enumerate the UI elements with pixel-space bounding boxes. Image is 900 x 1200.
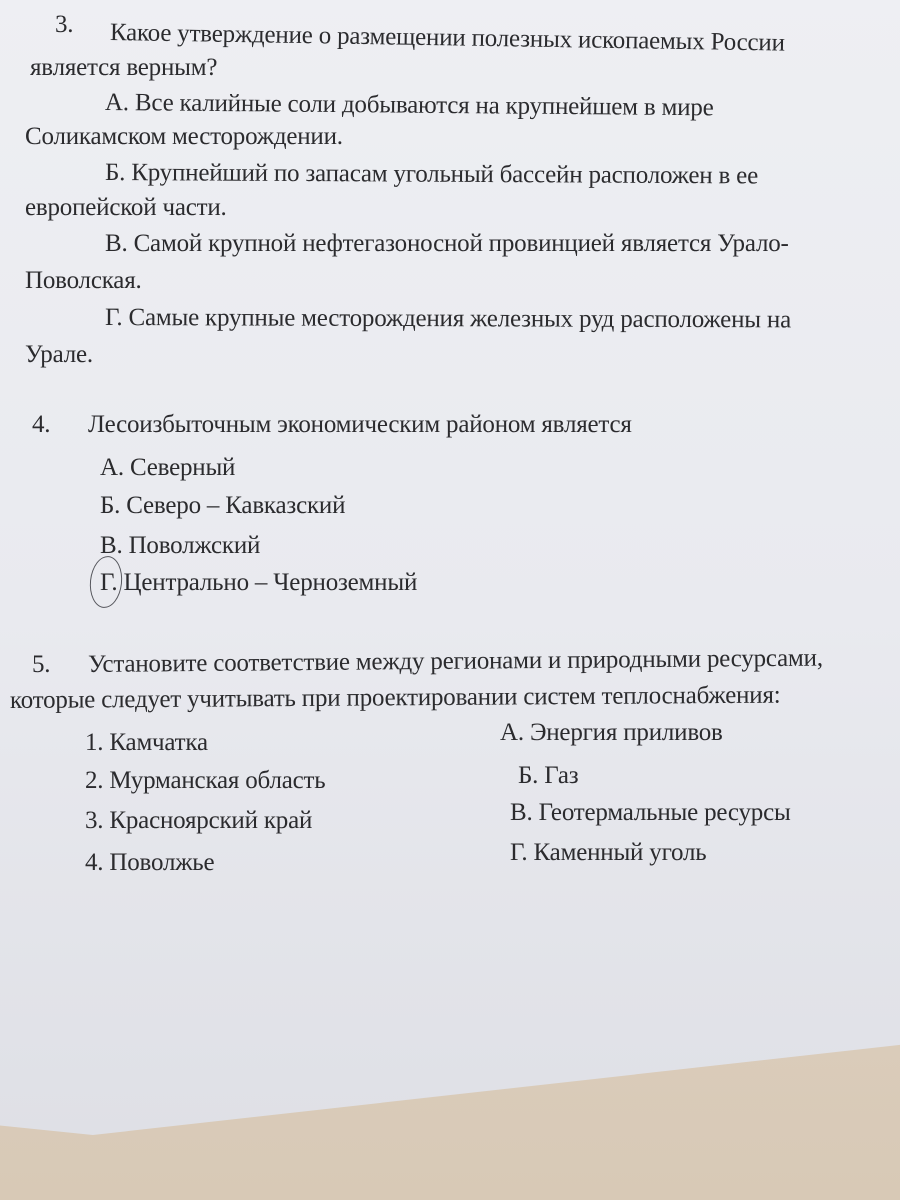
question-3-option-d-line1: Г. Самые крупные месторождения железных руд расположены на — [104, 304, 792, 334]
question-4-option-d: Г. Центрально – Черноземный — [100, 569, 418, 596]
question-4-text: Лесоизбыточным экономическим районом является — [88, 411, 632, 438]
question-5-resource-b: Б. Газ — [518, 762, 579, 789]
question-3-option-b-line2: европейской части. — [25, 194, 227, 221]
question-5-region-1: 1. Камчатка — [85, 729, 208, 756]
question-4-option-a: А. Северный — [100, 454, 236, 481]
question-4-option-b: Б. Северо – Кавказский — [100, 492, 346, 519]
question-5-text-line1: Установите соответствие между регионами и природными ресурсами, — [87, 644, 823, 678]
question-4-number: 4. — [32, 411, 51, 438]
question-5-region-4: 4. Поволжье — [85, 849, 215, 876]
question-3-text-line2: является верным? — [30, 54, 218, 81]
question-5-region-2: 2. Мурманская область — [85, 767, 326, 794]
question-3-text-line1: Какое утверждение о размещении полезных ископаемых России — [109, 19, 785, 57]
question-3-option-a-line2: Соликамском месторождении. — [25, 123, 343, 150]
question-3-number: 3. — [55, 11, 74, 38]
question-3-option-c-line2: Поволская. — [25, 267, 142, 294]
question-5-resource-a: А. Энергия приливов — [500, 719, 723, 746]
question-5-number: 5. — [32, 651, 51, 678]
question-5-region-3: 3. Красноярский край — [85, 807, 313, 834]
question-3-option-d-line2: Урале. — [25, 341, 93, 368]
question-3-option-a-line1: А. Все калийные соли добываются на крупнейшем в мире — [104, 89, 714, 122]
question-5-resource-c: В. Геотермальные ресурсы — [510, 799, 791, 826]
question-3-option-c-line1: В. Самой крупной нефтегазоносной провинцией является Урало- — [105, 230, 789, 257]
question-5-resource-d: Г. Каменный уголь — [510, 839, 707, 866]
question-3-option-b-line1: Б. Крупнейший по запасам угольный бассейн расположен в ее — [104, 159, 759, 190]
question-5-text-line2: которые следует учитывать при проектировании систем теплоснабжения: — [9, 681, 781, 714]
question-4-option-c: В. Поволжский — [100, 532, 261, 559]
answer-circle-mark — [87, 554, 124, 609]
